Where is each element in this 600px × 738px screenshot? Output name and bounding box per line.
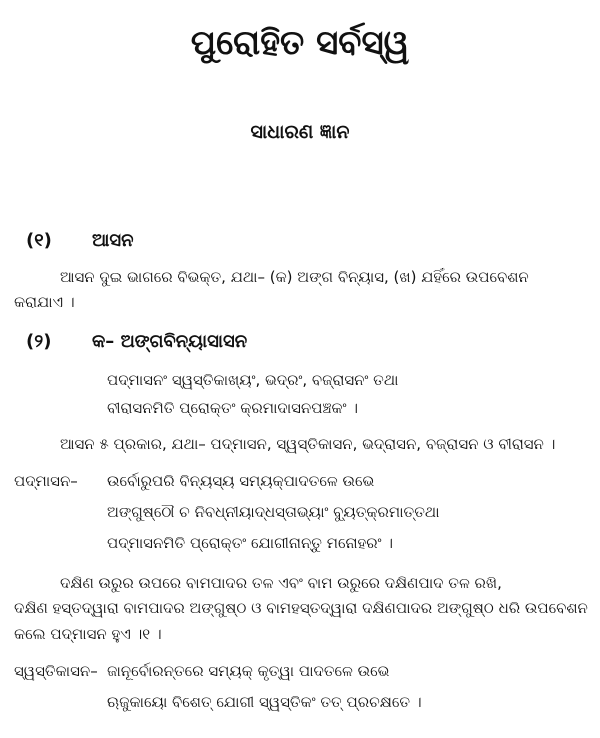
padmasana-verse-line-1: ଉର୍ବୋରୁପରି ବିନ୍ୟସ୍ୟ ସମ୍ୟକ୍‌ପାଦତଳେ ଉଭେ (107, 472, 375, 490)
padmasana-paragraph-line-1: ଦକ୍ଷିଣ ଉରୁର ଉପରେ ବାମପାଦର ତଳ ଏବଂ ବାମ ଉରୁରେ ଦକ୍ଷିଣପାଦ ତଳ ରଖି, (60, 574, 502, 592)
swastikasana-verse-line-2: ଋଜୁକାୟୋ ବିଶେତ୍ ଯୋଗୀ ସ୍ୱସ୍ତିକଂ ତତ୍ ପ୍ରଚକ୍ଷତେ । (107, 693, 422, 711)
section-1-number: (୧) (26, 230, 52, 251)
padmasana-paragraph-line-3: କଲେ ପଦ୍ମାସନ ହୁଏ ।୧ । (14, 625, 162, 643)
page-subtitle: ସାଧାରଣ ଜ୍ଞାନ (250, 121, 350, 143)
swastikasana-label: ସ୍ୱସ୍ତିକାସନ– (14, 662, 98, 680)
section-1-heading: ଆସନ (92, 230, 134, 251)
section-2-verse-line-1: ପଦ୍ମାସନଂ ସ୍ୱସ୍ତିକାଖ୍ୟଂ, ଭଦ୍ରଂ, ବଜ୍ରାସନଂ ତଥା (107, 371, 399, 389)
padmasana-paragraph-line-2: ଦକ୍ଷିଣ ହସ୍ତଦ୍ୱାରା ବାମପାଦର ଅଙ୍ଗୁଷ୍ଠ ଓ ବାମହସ୍ତଦ୍ୱାରା ଦକ୍ଷିଣପାଦର ଅଙ୍ଗୁଷ୍ଠ ଧରି ଉପବେଶନ (14, 599, 588, 617)
section-1-line-1: ଆସନ ଦୁଇ ଭାଗରେ ବିଭକ୍ତ, ଯଥା– (କ) ଅଙ୍ଗ ବିନ୍ୟାସ, (ଖ) ଯହିଁରେ ଉପବେଶନ (60, 268, 529, 286)
section-2-verse-line-2: ବୀରାସନମିତି ପ୍ରୋକ୍ତଂ କ୍ରମାଦାସନପଞ୍ଚକଂ । (107, 399, 358, 417)
section-2-heading: କ– ଅଙ୍ଗବିନ୍ୟାସାସନ (92, 331, 248, 352)
padmasana-label: ପଦ୍ମାସନ– (14, 472, 78, 490)
page-title: ପୁରୋହିତ ସର୍ବସ୍ୱ (190, 23, 410, 63)
padmasana-verse-line-3: ପଦ୍ମାସନମିତି ପ୍ରୋକ୍ତଂ ଯୋଗୀନାନ୍ତୁ ମନୋହରଂ । (107, 534, 394, 552)
swastikasana-verse-line-1: ଜାନୂର୍ବୋରନ୍ତରେ ସମ୍ୟକ୍ କୃତ୍ୱା ପାଦତଳେ ଉଭେ (107, 662, 390, 680)
section-1-line-2: କରାଯାଏ । (14, 293, 75, 311)
padmasana-verse-line-2: ଅଙ୍ଗୁଷ୍ଠୌ ଚ ନିବଧ୍ନୀୟାଦ୍ଧସ୍ତାଭ୍ୟାଂ ବ୍ୟୁତ୍‌କ୍ରମାତ୍ତଥା (107, 503, 440, 521)
section-2-number: (୨) (26, 331, 52, 352)
section-2-summary: ଆସନ ୫ ପ୍ରକାର, ଯଥା– ପଦ୍ମାସନ, ସ୍ୱସ୍ତିକାସନ, ଭଦ୍ରାସନ, ବଜ୍ରାସନ ଓ ବୀରାସନ । (60, 435, 556, 453)
